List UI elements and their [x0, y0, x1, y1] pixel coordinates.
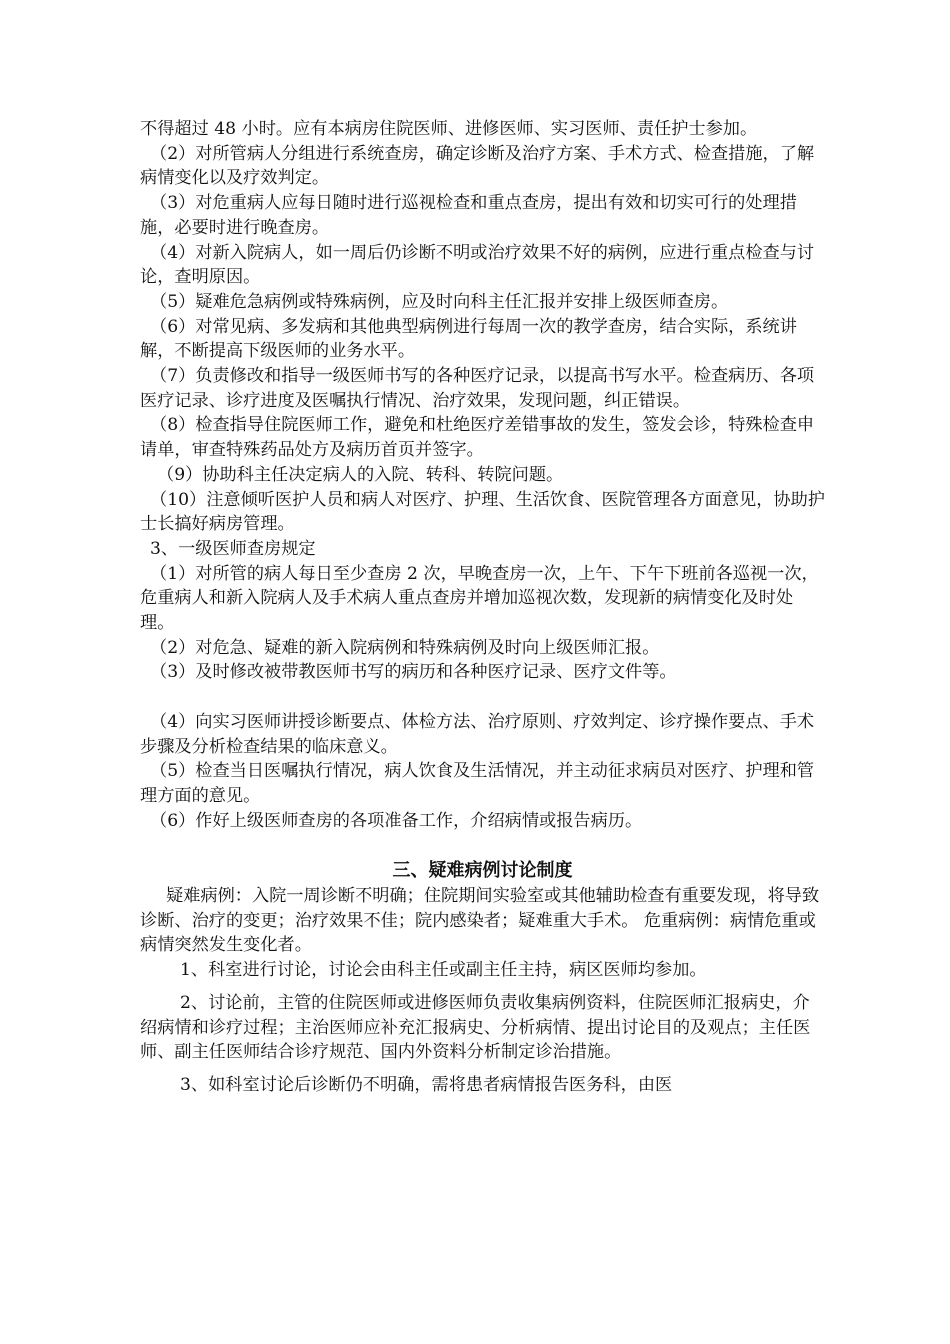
definition-paragraph: 疑难病例：入院一周诊断不明确；住院期间实验室或其他辅助检查有重要发现，将导致诊断、治疗的变更；治疗效果不佳；院内感染者；疑难重大手术。 危重病例：病情危重或病情突然发生变化者。	[140, 886, 820, 956]
paragraph-item-6: （6）对常见病、多发病和其他典型病例进行每周一次的教学查房，结合实际，系统讲解，不断提高下级医师的业务水平。	[140, 316, 797, 362]
paragraph-item-3: （3）对危重病人应每日随时进行巡视检查和重点查房，提出有效和切实可行的处理措施，必要时进行晚查房。	[140, 193, 797, 238]
document-body	[140, 117, 825, 1098]
blank-line	[140, 685, 825, 710]
paragraph-item-4: （4）对新入院病人，如一周后仍诊断不明或治疗效果不好的病例，应进行重点检查与讨论，查明原因。	[140, 242, 815, 288]
paragraph-item-7: （7）负责修改和指导一级医师书写的各种医疗记录，以提高书写水平。检查病历、各项医疗记录、诊疗进度及医嘱执行情况、治疗效果，发现问题，纠正错误。	[140, 366, 815, 411]
paragraph-item-2: （2）对所管病人分组进行系统查房，确定诊断及治疗方案、手术方式、检查措施，了解病情变化以及疗效判定。	[140, 143, 815, 189]
section-title: 三、疑难病例讨论制度	[392, 860, 573, 882]
paragraph-b-item-3: （3）及时修改被带教医师书写的病历和各种医疗记录、医疗文件等。	[150, 662, 677, 683]
paragraph-item-8: （8）检查指导住院医师工作，避免和杜绝医疗差错事故的发生，签发会诊，特殊检查申请单，审查特殊药品处方及病历首页并签字。	[140, 415, 815, 461]
paragraph-item-9: （9）协助科主任决定病人的入院、转科、转院问题。	[157, 464, 564, 485]
paragraph-gap	[140, 983, 825, 991]
paragraph-gap	[140, 1065, 825, 1073]
paragraph-item-10: （10）注意倾听医护人员和病人对医疗、护理、生活饮食、医院管理各方面意见，协助护士长搞好病房管理。	[140, 489, 825, 535]
paragraph-item-5: （5）疑难危急病例或特殊病例，应及时向科主任汇报并安排上级医师查房。	[150, 291, 729, 312]
paragraph-c-item-4: （4）向实习医师讲授诊断要点、体检方法、治疗原则、疗效判定、诊疗操作要点、手术步骤及分析检查结果的临床意义。	[140, 711, 815, 757]
paragraph-c-item-6: （6）作好上级医师查房的各项准备工作，介绍病情或报告病历。	[150, 810, 643, 831]
paragraph-b-item-2: （2）对危急、疑难的新入院病例和特殊病例及时向上级医师汇报。	[150, 637, 660, 658]
section-gap	[140, 833, 825, 859]
paragraph-continuation: 不得超过 48 小时。应有本病房住院医师、进修医师、实习医师、责任护士参加。	[140, 119, 758, 139]
rule-item-1: 1、科室进行讨论，讨论会由科主任或副主任主持，病区医师均参加。	[180, 960, 707, 981]
subsection-heading: 3、一级医师查房规定	[150, 538, 316, 559]
paragraph-b-item-1: （1）对所管的病人每日至少查房 2 次，早晚查房一次，上午、下午下班前各巡视一次，危重病人和新入院病人及手术病人重点查房并增加巡视次数，发现新的病情变化及时处理。	[140, 563, 819, 634]
paragraph-c-item-5: （5）检查当日医嘱执行情况，病人饮食及生活情况，并主动征求病员对医疗、护理和管理方面的意见。	[140, 761, 815, 806]
rule-item-3: 3、如科室讨论后诊断仍不明确，需将患者病情报告医务科，由医	[180, 1075, 673, 1095]
rule-item-2: 2、讨论前，主管的住院医师或进修医师负责收集病例资料，住院医师汇报病史，介绍病情和诊疗过程；主治医师应补充汇报病史、分析病情、提出讨论目的及观点；主任医师、副主任医师结合诊疗规范、国内外资料分析制定诊治措施。	[140, 992, 811, 1063]
